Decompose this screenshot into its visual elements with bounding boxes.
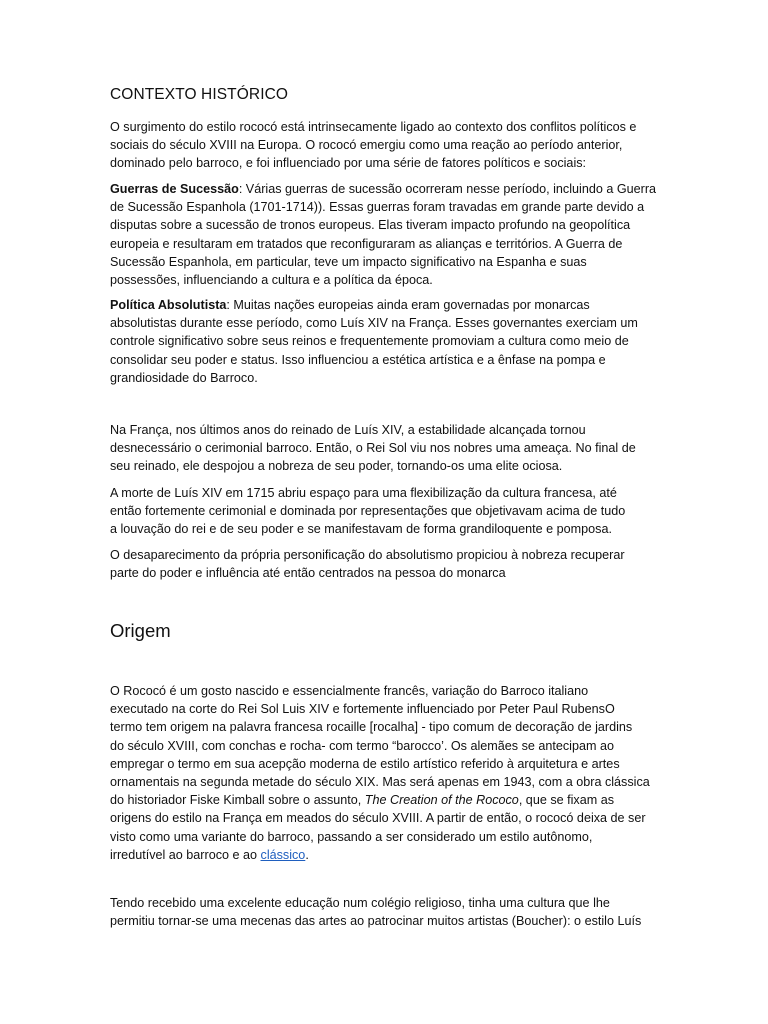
- text-line: disputas sobre a sucessão de tronos europeus. Elas tiveram impacto profundo na geopolítica: [110, 218, 631, 233]
- text-run: , que se fixam as: [518, 793, 615, 808]
- text-line: absolutistas durante esse período, como Luís XIV na França. Esses governantes exerciam um: [110, 316, 638, 331]
- text-line: seu reinado, ele despojou a nobreza de seu poder, tornando-os uma elite ociosa.: [110, 459, 563, 474]
- text-run: : Muitas nações europeias ainda eram governadas por monarcas: [226, 298, 590, 312]
- section-title-contexto: CONTEXTO HISTÓRICO: [110, 86, 289, 103]
- link-classico[interactable]: clássico: [260, 847, 306, 862]
- text-run: irredutível ao barroco e ao: [110, 847, 261, 862]
- text-run: .: [305, 847, 309, 862]
- text-line: empregar o termo em sua acepção moderna de estilo artístico referido à arquitetura e artes: [110, 756, 620, 771]
- text-line: Sucessão Espanhola, em particular, teve um impacto significativo na Espanha e suas: [110, 254, 587, 269]
- text-line: europeia e resultaram em tratados que reconfiguraram as alianças e territórios. A Guerra de: [110, 236, 623, 251]
- text-line: executado na corte do Rei Sol Luis XIV e fortemente influenciado por Peter Paul RubensO: [110, 702, 615, 717]
- text-line: O surgimento do estilo rococó está intrinsecamente ligado ao contexto dos conflitos políticos e: [110, 120, 637, 134]
- section-title-origem: Origem: [110, 620, 171, 641]
- text-line: do século XVIII, com conchas e rocha- com termo “barocco’. Os alemães se antecipam ao: [110, 738, 614, 753]
- text-line: desnecessário o cerimonial barroco. Então, o Rei Sol viu nos nobres uma ameaça. No final de: [110, 441, 636, 456]
- paragraph-politica: [110, 296, 662, 387]
- text-run: do historiador Fiske Kimball sobre o assunto,: [110, 793, 365, 808]
- paragraph-desaparecimento: [110, 546, 662, 582]
- bold-term-guerras: Guerras de Sucessão: [110, 182, 239, 196]
- text-line: dominado pelo barroco, e foi influenciado por uma série de fatores políticos e sociais:: [110, 156, 587, 171]
- text-line: Tendo recebido uma excelente educação num colégio religioso, tinha uma cultura que lhe: [110, 896, 610, 910]
- text-line: A morte de Luís XIV em 1715 abriu espaço para uma flexibilização da cultura francesa, até: [110, 486, 617, 500]
- text-line: permitiu tornar-se uma mecenas das artes ao patrocinar muitos artistas (Boucher): o estilo Luís: [110, 914, 642, 929]
- text-line: sociais do século XVIII na Europa. O rococó emergiu como uma reação ao período anterior,: [110, 138, 623, 153]
- text-line: [110, 180, 662, 198]
- paragraph-franca: [110, 421, 662, 476]
- text-line: termo tem origem na palavra francesa rocaille [rocalha] - tipo comum de decoração de jardins: [110, 720, 633, 735]
- text-line: de Sucessão Espanhola (1701-1714)). Essas guerras foram travadas em grande parte devido a: [110, 200, 645, 215]
- text-line: visto como uma variante do barroco, passando a ser considerado um estilo autônomo,: [110, 829, 593, 844]
- text-line: Na França, nos últimos anos do reinado de Luís XIV, a estabilidade alcançada tornou: [110, 423, 586, 437]
- text-line: controle significativo sobre seus reinos e frequentemente promoviam a cultura como meio de: [110, 334, 629, 349]
- bold-term-politica: Política Absolutista: [110, 298, 227, 312]
- text-run: : Várias guerras de sucessão ocorreram nesse período, incluindo a Guerra: [238, 182, 657, 196]
- text-line: consolidar seu poder e status. Isso influenciou a estética artística e a ênfase na pompa e: [110, 352, 606, 367]
- paragraph-origem: [110, 682, 662, 864]
- text-line: origens do estilo na França em meados do século XVIII. A partir de então, o rococó deixa de ser: [110, 811, 646, 826]
- text-line: parte do poder e influência até então centrados na pessoa do monarca: [110, 566, 506, 581]
- text-line: [110, 296, 662, 314]
- text-line: então fortemente cerimonial e dominada por representações que objetivavam acima de tudo: [110, 504, 626, 519]
- text-line: O Rococó é um gosto nascido e essencialmente francês, variação do Barroco italiano: [110, 684, 589, 698]
- text-line: [110, 846, 662, 864]
- text-line: ornamentais na segunda metade do século XIX. Mas será apenas em 1943, com a obra clássica: [110, 775, 650, 790]
- text-line: grandiosidade do Barroco.: [110, 370, 258, 385]
- text-line: possessões, influenciando a cultura e a política da época.: [110, 273, 433, 288]
- paragraph-educacao: [110, 894, 662, 930]
- text-line: [110, 791, 662, 809]
- text-line: O desaparecimento da própria personificação do absolutismo propiciou à nobreza recuperar: [110, 548, 625, 562]
- text-line: a louvação do rei e de seu poder e se manifestavam de forma grandiloquente e pomposa.: [110, 522, 612, 537]
- paragraph-morte: [110, 484, 662, 539]
- book-title: The Creation of the Rococo: [364, 793, 519, 808]
- paragraph-guerras: [110, 180, 662, 289]
- paragraph-intro: [110, 118, 662, 173]
